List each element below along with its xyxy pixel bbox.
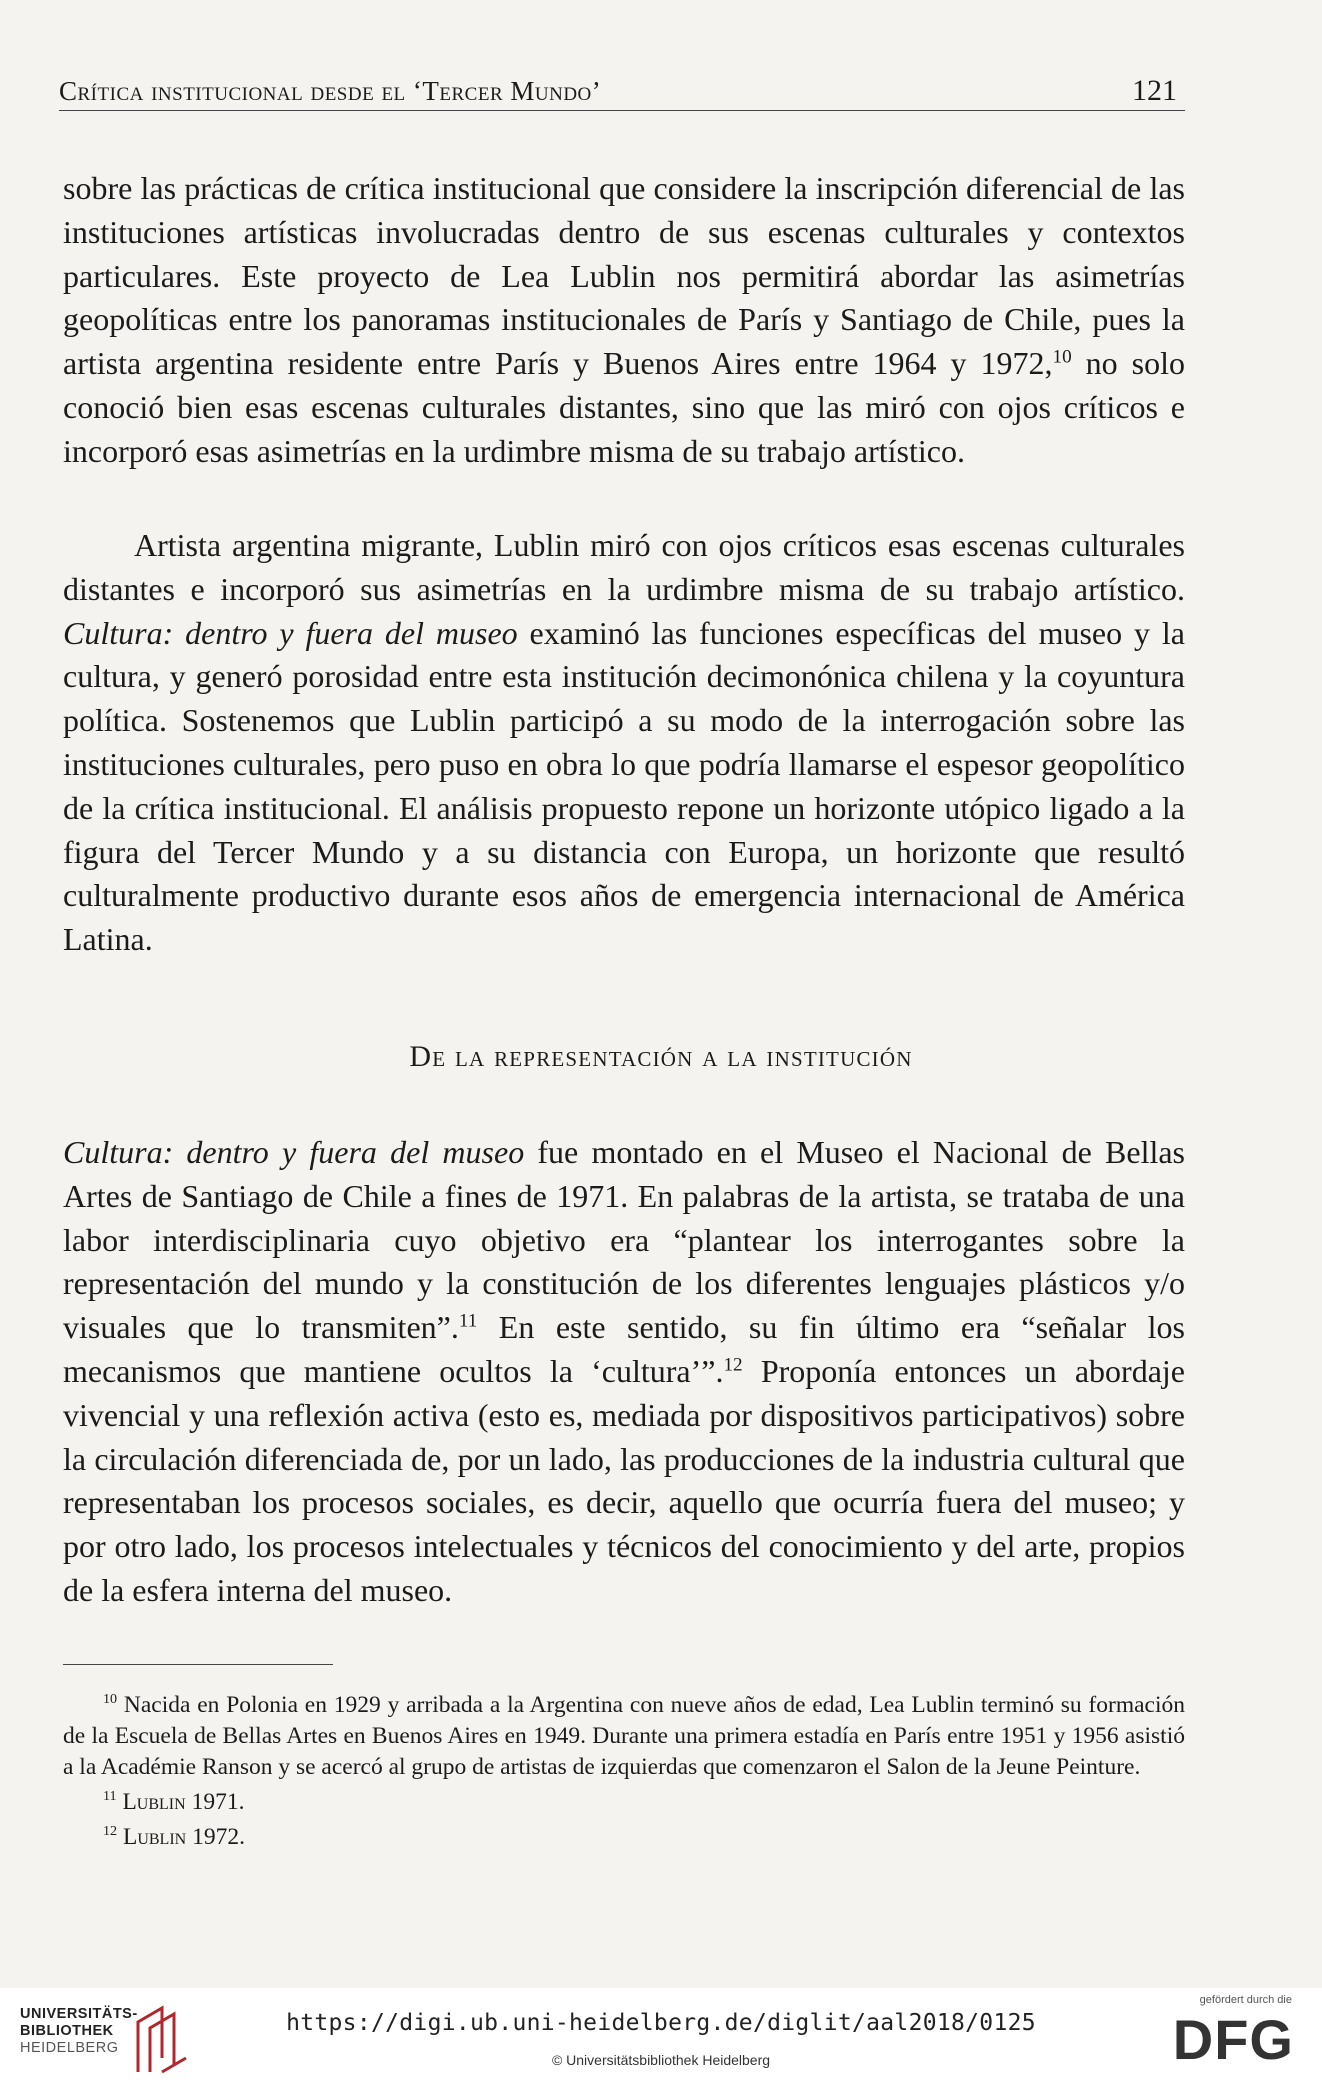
- running-title: Crítica institucional desde el ‘Tercer Mundo’: [59, 76, 602, 106]
- paragraph-3-text-b: En este sentido, su fin último era “señalar los mecanismos que mantiene ocultos la ‘cultura’”.: [63, 1309, 1186, 1389]
- paragraph-1: [63, 167, 1185, 474]
- section-heading: De la representación a la institución: [409, 1040, 913, 1073]
- footnote-number: 10: [103, 1691, 118, 1708]
- footnote-year: 1971.: [191, 1789, 245, 1815]
- footnote-number: 11: [103, 1788, 117, 1805]
- copyright-notice: © Universitätsbibliothek Heidelberg: [551, 2052, 771, 2068]
- footnote-ref-10[interactable]: 10: [1052, 346, 1072, 368]
- paragraph-2-text: Artista argentina migrante, Lublin miró con ojos críticos esas escenas culturales distantes e incorporó sus asimetrías en la urdimbre misma de su trabajo artístico.: [63, 527, 1185, 607]
- running-header: [59, 70, 1185, 111]
- footnote-author: Lublin: [122, 1789, 186, 1815]
- digitization-footer: [0, 1988, 1322, 2085]
- paragraph-2: [63, 524, 1185, 962]
- footnote-10: [63, 1690, 1185, 1783]
- footnote-text: Nacida en Polonia en 1929 y arribada a la Argentina con nueve años de edad, Lea Lublin terminó su formación de la Escuela de Bellas Artes en Buenos Aires en 1949. Durante una primera estadía en París entre 1951 y 1956 asistió a la Académie Ranson y se acercó al grupo de artistas de izquierdas que comenzaron el Salon de la Jeune Peinture.: [63, 1692, 1185, 1780]
- library-name-line-3: HEIDELBERG: [20, 2040, 119, 2056]
- artwork-title: Cultura: dentro y fuera del museo: [63, 1134, 525, 1170]
- artwork-title: Cultura: dentro y fuera del museo: [63, 614, 518, 651]
- footnote-number: 12: [103, 1823, 118, 1840]
- paragraph-3-text-a: fue montado en el Museo el Nacional de Bellas Artes de Santiago de Chile a fines de 1971. En palabras de la artista, se trataba de una labor interdisciplinaria cuyo objetivo era “plantear los interrogantes sobre la representación del mundo y la constitución de los diferentes lenguajes plásticos y/o visuales que lo transmiten”.: [63, 1134, 1186, 1346]
- paragraph-1-text: sobre las prácticas de crítica institucional que considere la inscripción diferencial de las instituciones artísticas involucradas dentro de sus escenas culturales y contextos particulares. Este proyecto de Lea Lublin nos permitirá abordar las asimetrías geopolíticas entre los panoramas institucionales de París y Santiago de Chile, pues la artista argentina residente entre París y Buenos Aires entre 1964 y 1972,: [63, 170, 1185, 382]
- paragraph-3: [63, 1131, 1185, 1613]
- library-name-line-1: UNIVERSITÄTS-: [20, 2006, 138, 2022]
- footnote-author: Lublin: [122, 1824, 187, 1850]
- footnote-11: [63, 1787, 1185, 1818]
- footnote-12: [63, 1822, 1185, 1853]
- paragraph-2-text-cont: examinó las funciones específicas del museo y la cultura, y generó porosidad entre esta institución decimonónica chilena y la coyuntura política. Sostenemos que Lublin participó a su modo de la interrogación sobre las instituciones culturales, pero puso en obra lo que podría llamarse el espesor geopolítico de la crítica institucional. El análisis propuesto repone un horizonte utópico ligado a la figura del Tercer Mundo y a su distancia con Europa, un horizonte que resultó culturalmente productivo durante esos años de emergencia internacional de América Latina.: [63, 614, 1186, 958]
- footnote-ref-11[interactable]: 11: [458, 1310, 478, 1332]
- page-number: 121: [1132, 74, 1177, 107]
- paragraph-3-text-c: Proponía entonces un abordaje vivencial y una reflexión activa (esto es, mediada por dispositivos participativos) sobre la circulación diferenciada de, por un lado, las producciones de la industria cultural que representaban los procesos sociales, es decir, aquello que ocurría fuera del museo; y por otro lado, los procesos intelectuales y técnicos del conocimiento y del arte, propios de la esfera interna del museo.: [63, 1352, 1186, 1608]
- footnote-divider: [63, 1664, 333, 1665]
- permalink-url[interactable]: https://digi.ub.uni-heidelberg.de/diglit/aal2018/0125: [286, 2010, 1036, 2036]
- paragraph-1-text-cont: no solo conoció bien esas escenas culturales distantes, sino que las miró con ojos críticos e incorporó esas asimetrías en la urdimbre misma de su trabajo artístico.: [63, 345, 1186, 469]
- footnotes: [63, 1690, 1185, 1853]
- dfg-logo[interactable]: DFG: [1172, 2008, 1294, 2071]
- library-name-line-2: BIBLIOTHEK: [20, 2023, 114, 2039]
- footnote-year: 1972.: [192, 1824, 245, 1850]
- funding-note: gefördert durch die: [1199, 1994, 1292, 2006]
- footnote-ref-12[interactable]: 12: [723, 1354, 743, 1376]
